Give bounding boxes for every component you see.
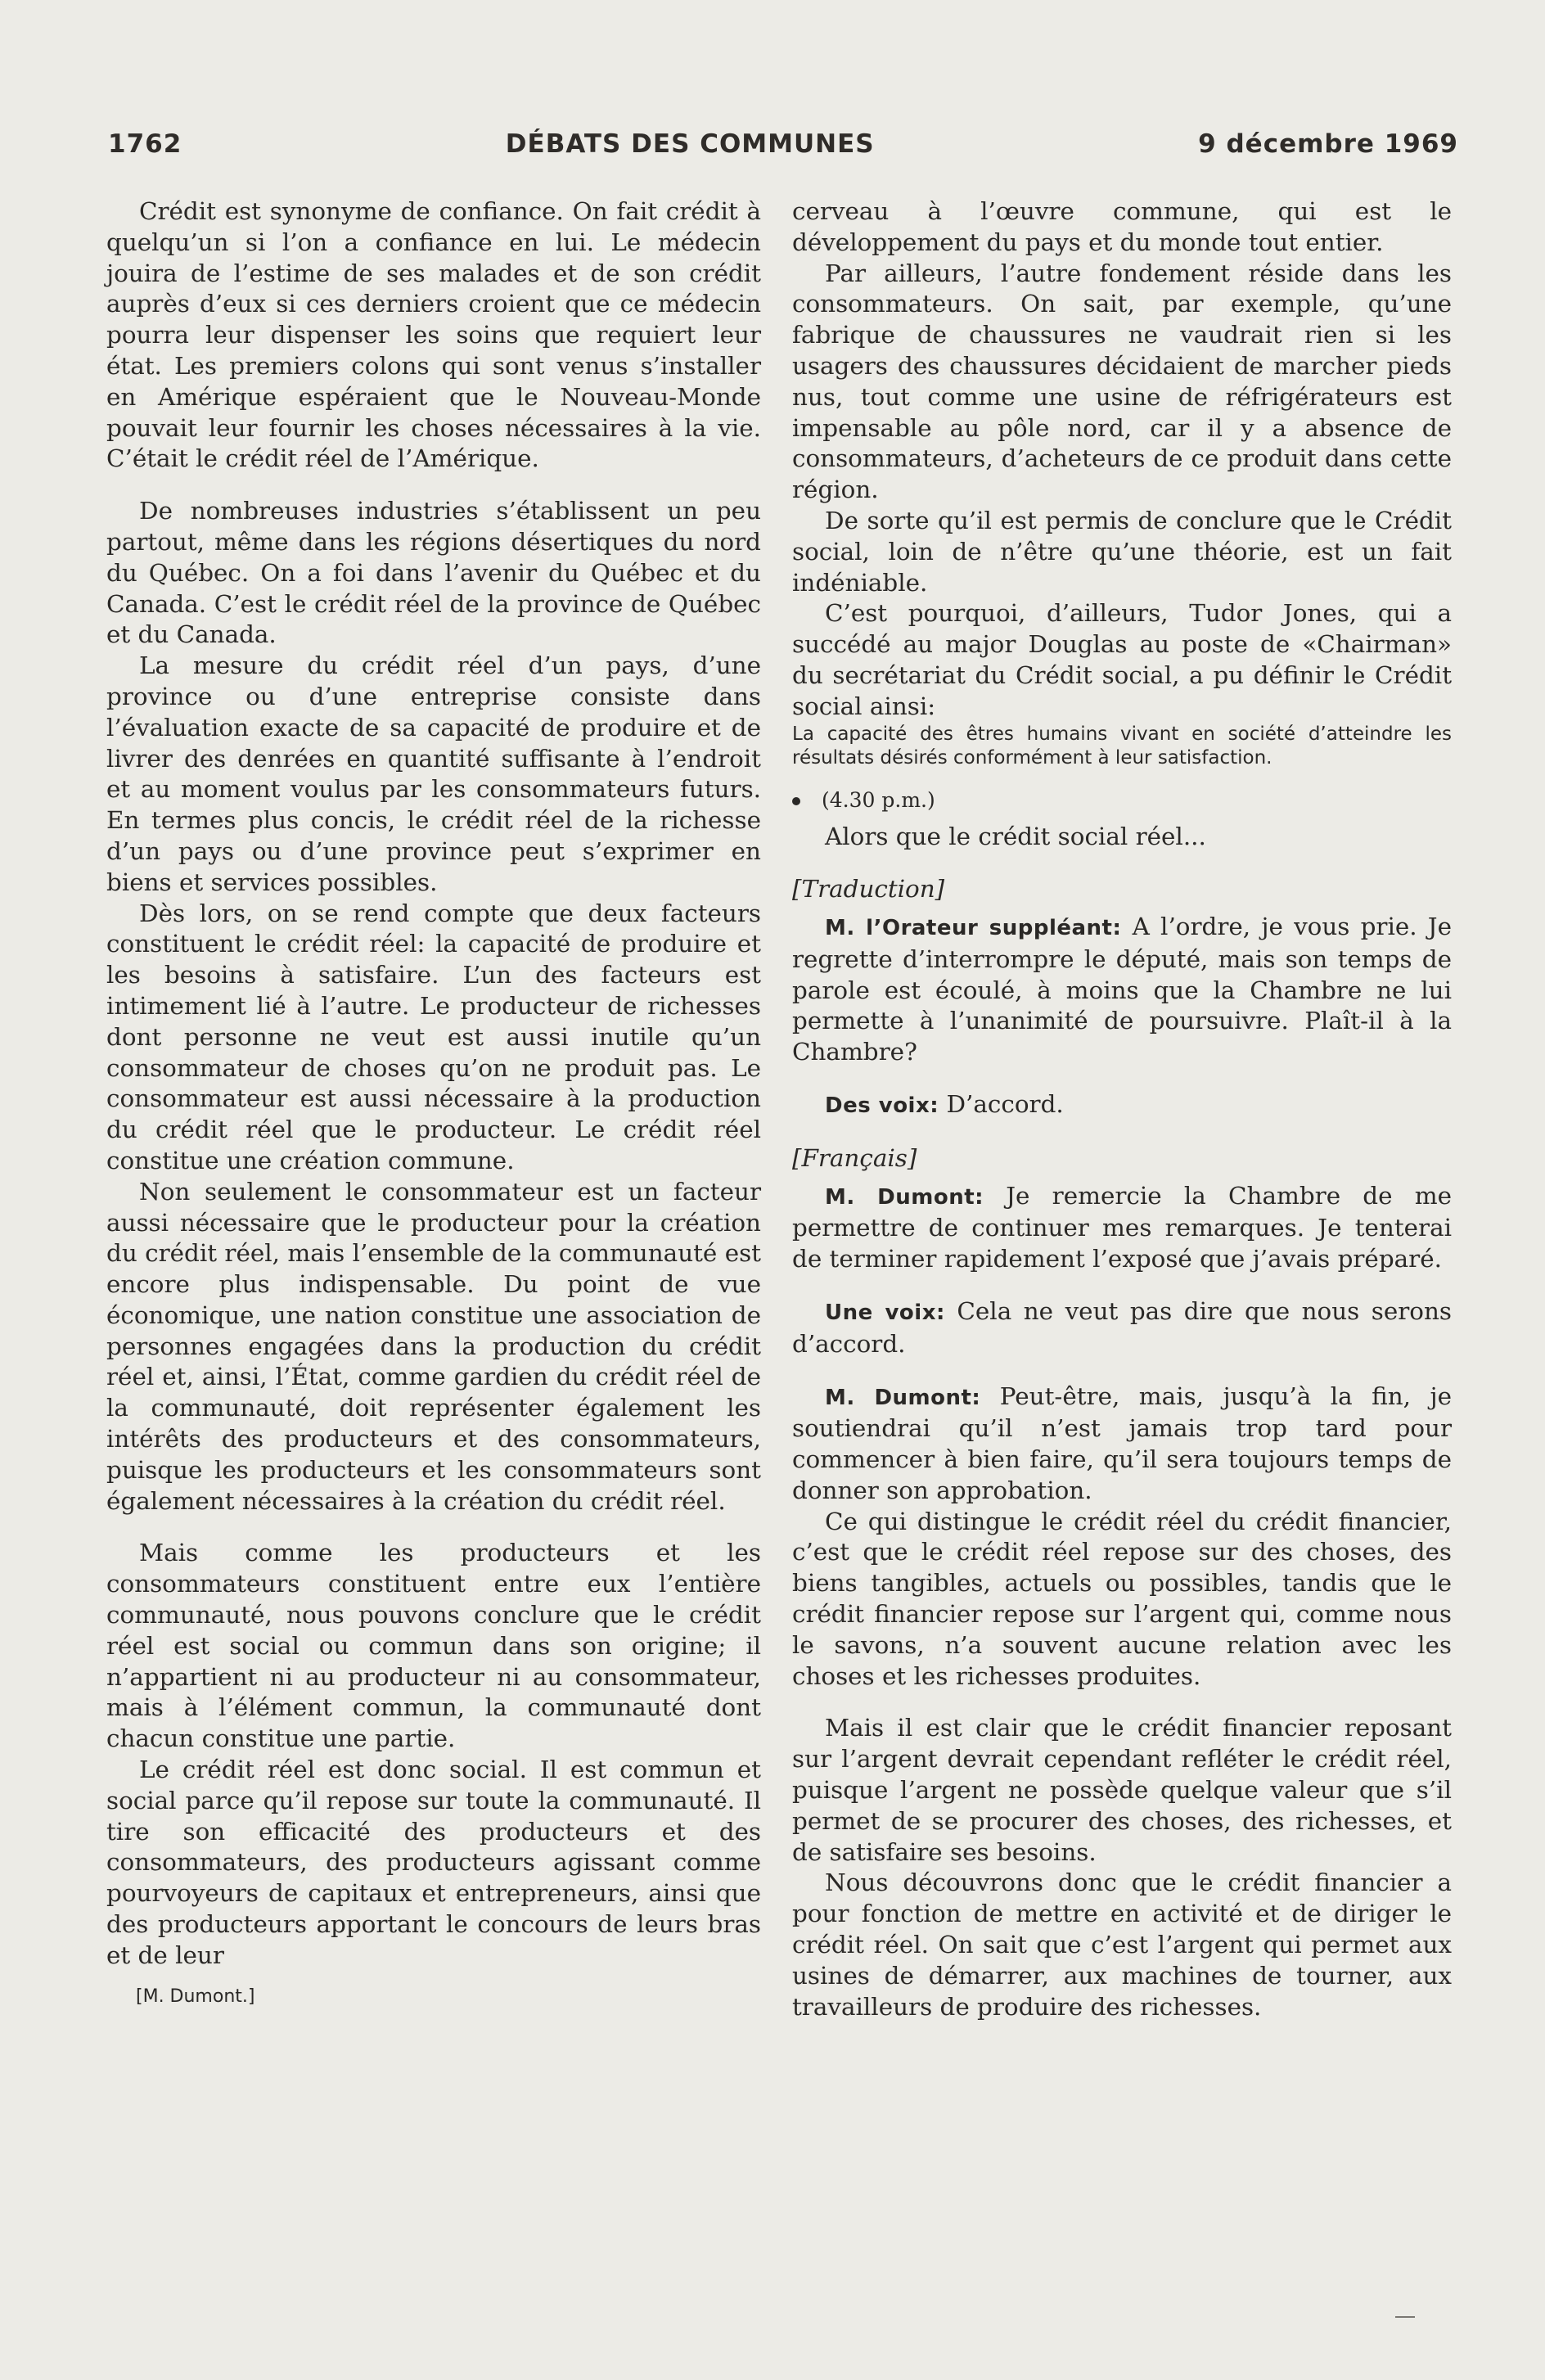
time-stamp (792, 785, 1452, 816)
bullet-icon (792, 797, 800, 805)
page-header (108, 129, 1458, 170)
right-column (792, 196, 1452, 2022)
paragraph: Nous découvrons donc que le crédit financier a pour fonction de mettre en activité et de diriger le crédit réel. On sait que c’est l’argent qui permet aux usines de démarrer, aux machines de tourner, aux travailleurs de produire des richesses. (792, 1868, 1452, 2021)
speaker-name: M. Dumont: (825, 1184, 984, 1210)
paragraph: De nombreuses industries s’établissent un peu partout, même dans les régions désertiques du nord du Québec. On a foi dans l’avenir du Québec et du Canada. C’est le crédit réel de la province de Québec et du Canada. (106, 497, 761, 649)
speech-text: Cela ne veut pas dire que nous serons d’accord. (792, 1296, 1453, 1358)
paragraph: Le crédit réel est donc social. Il est commun et social parce qu’il repose sur toute la communauté. Il tire son efficacité des producteurs et des consommateurs, des producteurs agissant comme pourvoyeurs de capitaux et entrepreneurs, ainsi que des producteurs apportant le concours de leurs bras et de leur (106, 1756, 761, 1969)
paragraph: Dès lors, on se rend compte que deux facteurs constituent le crédit réel: la capacité de produire et les besoins à satisfaire. L’un des facteurs est intimement lié à l’autre. Le producteur de richesses dont personne ne veut est aussi inutile qu’un consommateur de choses qu’on ne produit pas. Le consommateur est aussi nécessaire à la production du crédit réel que le producteur. Le crédit réel constitue une création commune. (106, 899, 761, 1174)
paragraph: Mais comme les producteurs et les consommateurs constituent entre eux l’entière communauté, nous pouvons conclure que le crédit réel est social ou commun dans son origine; il n’appartient ni au producteur ni au consommateur, mais à l’élément commun, la communauté dont chacun constitue une partie. (106, 1539, 761, 1753)
page-date: 9 décembre 1969 (1198, 129, 1458, 159)
speaker-name: Des voix: (825, 1093, 939, 1118)
publication-title: DÉBATS DES COMMUNES (505, 129, 875, 159)
speaker-name: Une voix: (825, 1300, 945, 1325)
time-text: (4.30 p.m.) (822, 787, 935, 812)
speech-text: Je remercie la Chambre de me permettre de continuer mes remarques. Je tenterai de terminer rapidement l’exposé que j’avais préparé. (792, 1181, 1452, 1273)
paragraph: Non seulement le consommateur est un facteur aussi nécessaire que le producteur pour la création du crédit réel, mais l’ensemble de la communauté est encore plus indispensable. Du point de vue économique, une nation constitue une association de personnes engagées dans la production du crédit réel et, ainsi, l’État, comme gardien du crédit réel de la communauté, doit représenter également les intérêts des producteurs et des consommateurs, puisque les producteurs et les consommateurs sont également nécessaires à la création du crédit réel. (106, 1177, 761, 1515)
left-column (106, 196, 761, 2012)
speech-text: A l’ordre, je vous prie. Je regrette d’interrompre le député, mais son temps de parole est écoulé, à moins que la Chambre ne lui permette à l’unanimité de poursuivre. Plaît-il à la Chambre? (792, 912, 1452, 1066)
speech-des-voix (792, 1089, 1452, 1122)
paragraph: C’est pourquoi, d’ailleurs, Tudor Jones, qui a succédé au major Douglas au poste de «Chairman» du secrétariat du Crédit social, a pu définir le Crédit social ainsi: (792, 599, 1452, 720)
speech-text: Peut-être, mais, jusqu’à la fin, je soutiendrai qu’il n’est jamais trop tard pour commencer à bien faire, qu’il sera toujours temps de donner son approbation. (792, 1382, 1452, 1504)
speech-orateur (792, 912, 1452, 1068)
page-number: 1762 (108, 129, 182, 159)
speech-dumont (792, 1181, 1452, 1275)
paragraph: La mesure du crédit réel d’un pays, d’une province ou d’une entreprise consiste dans l’évaluation exacte de sa capacité de produire et de livrer des denrées en quantité suffisante à l’endroit et au moment voulus par les consommateurs futurs. En termes plus concis, le crédit réel de la richesse d’un pays ou d’une province peut s’exprimer en biens et services possibles. (106, 651, 761, 896)
speech-text: D’accord. (939, 1089, 1064, 1118)
paragraph: Ce qui distingue le crédit réel du crédit financier, c’est que le crédit réel repose sur des choses, des biens tangibles, actuels ou possibles, tandis que le crédit financier repose sur l’argent qui, comme nous le savons, n’a souvent aucune relation avec les choses et les richesses produites. (792, 1507, 1452, 1690)
speaker-name: M. Dumont: (825, 1385, 981, 1410)
speaker-name: M. l’Orateur suppléant: (825, 915, 1122, 940)
speech-dumont (792, 1382, 1452, 1507)
paragraph: Crédit est synonyme de confiance. On fait crédit à quelqu’un si l’on a confiance en lui. Le médecin jouira de l’estime de ses malades et de son crédit auprès d’eux si ces derniers croient que ce médecin pourra leur dispenser les soins que requiert leur état. Les premiers colons qui sont venus s’installer en Amérique espéraient que le Nouveau-Monde pouvait leur fournir les choses nécessaires à la vie. C’était le crédit réel de l’Amérique. (106, 197, 761, 473)
paragraph: cerveau à l’œuvre commune, qui est le développement du pays et du monde tout entier. (792, 197, 1452, 256)
paragraph: Mais il est clair que le crédit financier reposant sur l’argent devrait cependant refléter le crédit réel, puisque l’argent ne possède quelque valeur que s’il permet de se procurer des choses, des richesses, et de satisfaire ses besoins. (792, 1714, 1452, 1866)
section-label-traduction: [Traduction] (792, 875, 945, 904)
speaker-signature: [M. Dumont.] (136, 1986, 255, 2007)
speech-une-voix (792, 1296, 1452, 1360)
paragraph: De sorte qu’il est permis de conclure que le Crédit social, loin de n’être qu’une théorie, est un fait indéniable. (792, 506, 1452, 597)
page-mark (1395, 2316, 1415, 2318)
paragraph: Alors que le crédit social réel... (825, 823, 1206, 851)
block-quote: La capacité des êtres humains vivant en société d’atteindre les résultats désirés conformément à leur satisfaction. (792, 723, 1452, 769)
paragraph: Par ailleurs, l’autre fondement réside dans les consommateurs. On sait, par exemple, qu’une fabrique de chaussures ne vaudrait rien si les usagers des chaussures décidaient de marcher pieds nus, tout comme une usine de réfrigérateurs est impensable au pôle nord, car il y a absence de consommateurs, d’acheteurs de ce produit dans cette région. (792, 259, 1452, 504)
section-label-francais: [Français] (792, 1143, 917, 1172)
